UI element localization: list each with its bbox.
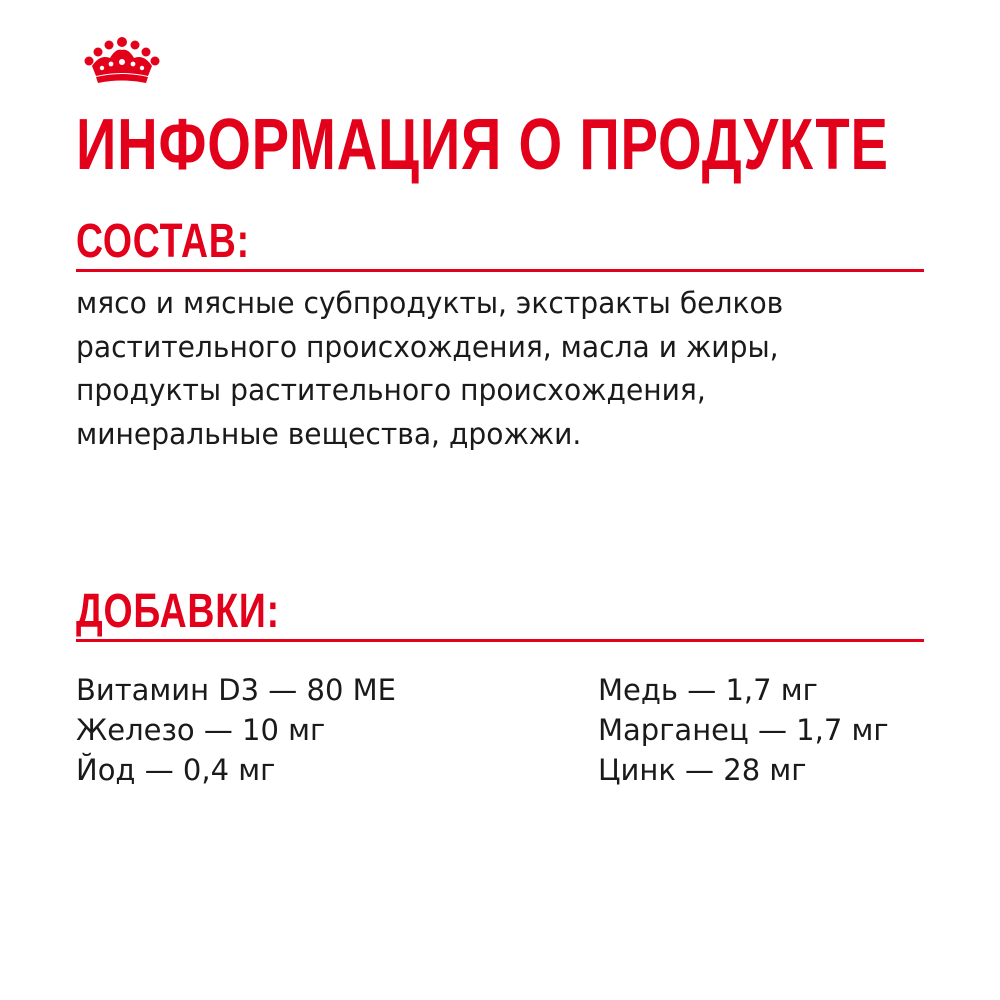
composition-line: минеральные вещества, дрожжи. bbox=[76, 416, 582, 451]
composition-heading: СОСТАВ: bbox=[76, 215, 250, 268]
additives-divider bbox=[76, 639, 924, 642]
additives-list-left bbox=[76, 670, 396, 790]
additive-item: Витамин D3 — 80 МЕ bbox=[76, 673, 396, 707]
composition-line: растительного происхождения, масла и жиры, bbox=[76, 329, 779, 364]
additive-item: Железо — 10 мг bbox=[76, 713, 326, 747]
composition-text bbox=[76, 282, 910, 456]
additive-item: Цинк — 28 мг bbox=[598, 753, 807, 787]
additives-heading: ДОБАВКИ: bbox=[76, 585, 280, 638]
page-title: ИНФОРМАЦИЯ О ПРОДУКТЕ bbox=[76, 105, 889, 185]
crown-icon bbox=[82, 36, 162, 84]
additive-item: Медь — 1,7 мг bbox=[598, 673, 818, 707]
composition-line: продукты растительного происхождения, bbox=[76, 373, 706, 407]
composition-divider bbox=[76, 269, 924, 272]
composition-line: мясо и мясные субпродукты, экстракты белков bbox=[76, 286, 784, 320]
additives-list-right bbox=[598, 670, 889, 790]
additive-item: Йод — 0,4 мг bbox=[76, 753, 276, 787]
additive-item: Марганец — 1,7 мг bbox=[598, 713, 889, 747]
